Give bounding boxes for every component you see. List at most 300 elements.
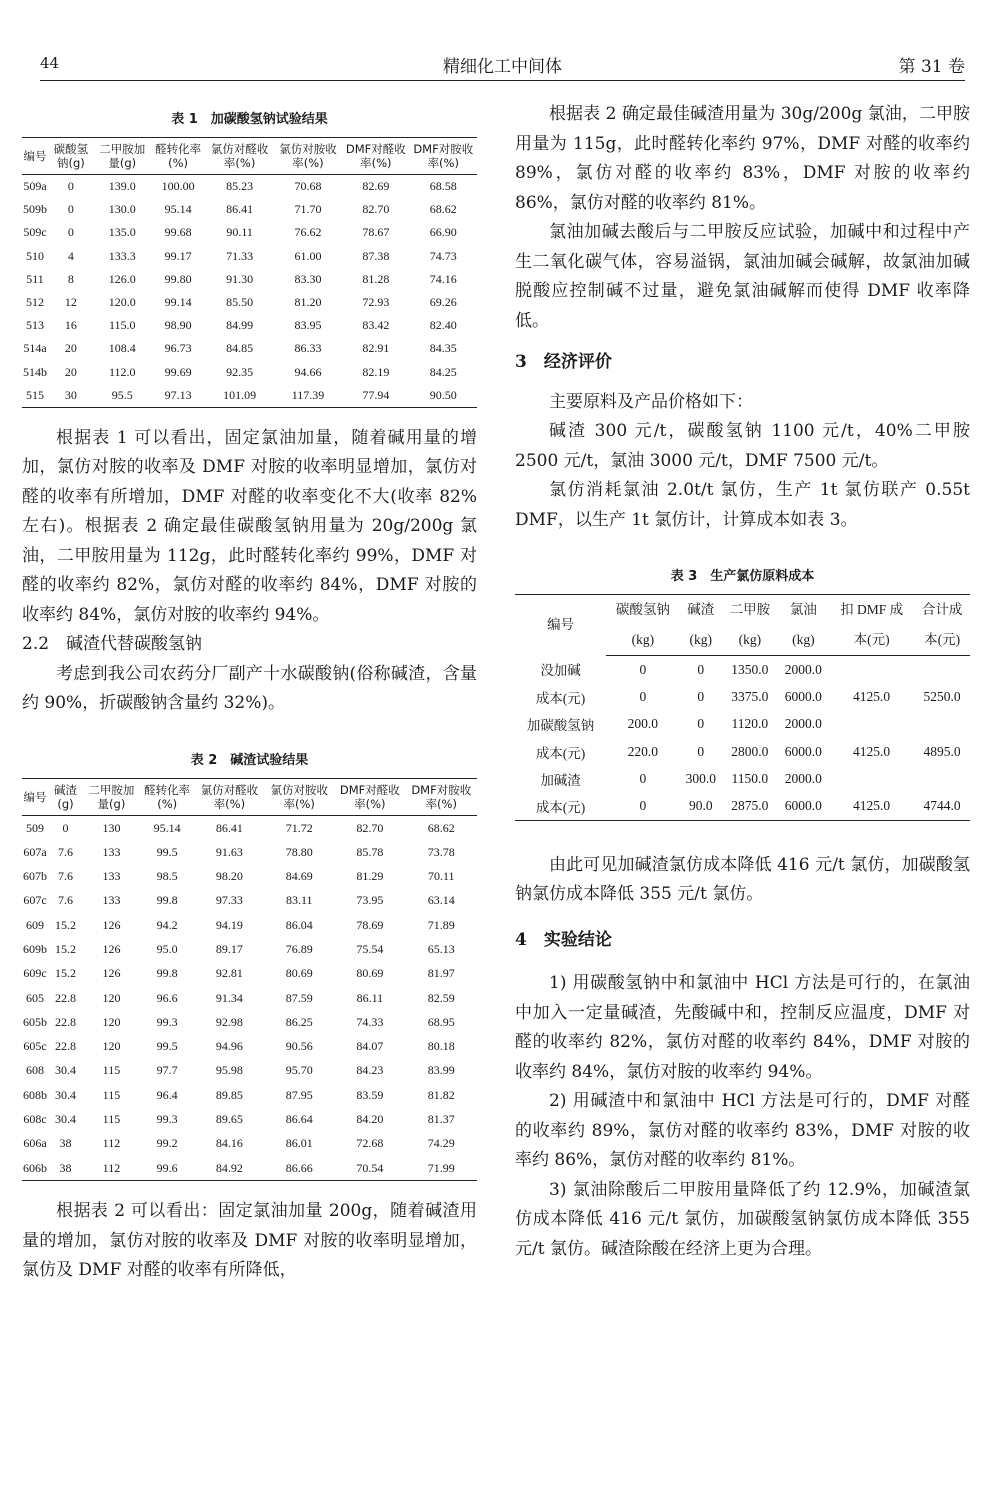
table-cell: 4 xyxy=(67,248,74,263)
column-header: 扣 DMF 成 xyxy=(829,595,914,626)
column-header: 醛转化率(%) xyxy=(140,778,195,815)
table-cell: 73.78 xyxy=(427,844,455,859)
table-row xyxy=(22,314,477,337)
table-cell: 139.0 xyxy=(108,179,136,194)
section-heading-3: 3 经济评价 xyxy=(515,352,612,372)
table-cell: 91.34 xyxy=(215,990,243,1005)
table-cell: 0 xyxy=(606,792,679,820)
table-cell: 112 xyxy=(102,1136,121,1151)
table-cell: 84.92 xyxy=(194,1156,264,1181)
table-cell: 513 xyxy=(26,318,44,333)
table-cell: 0 xyxy=(639,770,647,786)
table-cell: 96.6 xyxy=(156,990,178,1005)
table-cell: 607a xyxy=(23,844,47,859)
table-cell: 0 xyxy=(697,661,705,677)
journal-title: 精细化工中间体 xyxy=(443,57,562,77)
table-cell: 511 xyxy=(26,271,44,286)
table-cell: 83.59 xyxy=(356,1087,384,1102)
column-header: DMF对胺收率(%) xyxy=(406,778,477,815)
table-row xyxy=(22,268,477,291)
table-cell xyxy=(914,765,970,792)
conclusion-item: 3) 氯油除酸后二甲胺用量降低了约 12.9%，加碱渣氯仿成本降低 416 元/t 氯仿，加碳酸氢钠氯仿成本降低 355 元/t 氯仿。碱渣除酸在经济上更为合理。 xyxy=(515,1179,970,1259)
table-cell: 510 xyxy=(26,248,44,263)
table-cell: 120 xyxy=(102,990,121,1005)
table-cell: 98.20 xyxy=(215,869,243,884)
column-header: 本(元) xyxy=(914,625,970,656)
table-cell: 78.80 xyxy=(285,844,313,859)
table-cell: 0 xyxy=(639,688,647,704)
table-cell: 126 xyxy=(102,966,121,981)
table-cell: 74.16 xyxy=(429,271,457,286)
table-cell: 71.89 xyxy=(427,917,455,932)
table-cell: 200.0 xyxy=(627,716,659,732)
table-cell: 133.3 xyxy=(108,248,136,263)
column-header: 氯油 xyxy=(778,595,829,626)
table-cell: 115 xyxy=(102,1063,121,1078)
paragraph: 主要原料及产品价格如下： xyxy=(549,391,753,412)
table-cell: 70.11 xyxy=(427,869,455,884)
table-cell: 112.0 xyxy=(108,364,136,379)
column-header: (kg) xyxy=(778,625,829,656)
table-cell: 86.25 xyxy=(285,1014,313,1029)
table-cell: 117.39 xyxy=(274,384,342,408)
paragraph: 由此可见加碱渣氯仿成本降低 416 元/t 氯仿，加碳酸氢钠氯仿成本降低 355 元/t 氯仿。 xyxy=(515,854,970,905)
right-column xyxy=(515,100,970,1264)
table-row xyxy=(22,245,477,268)
table-cell: 605 xyxy=(26,990,44,1005)
table-row xyxy=(22,815,477,840)
table-cell: 92.98 xyxy=(215,1014,243,1029)
table-cell: 606a xyxy=(23,1136,47,1151)
table-cell: 86.41 xyxy=(215,820,243,835)
table-row xyxy=(515,683,970,710)
table-cell: 82.70 xyxy=(356,820,384,835)
table-cell: 96.73 xyxy=(164,341,192,356)
table-cell: 99.5 xyxy=(156,844,178,859)
table-cell: 99.6 xyxy=(140,1156,195,1181)
table-cell: 66.90 xyxy=(429,225,457,240)
table-cell: 95.14 xyxy=(164,202,192,217)
table-cell: 514b xyxy=(23,364,47,379)
column-header: (kg) xyxy=(606,625,679,656)
table-cell: 95.70 xyxy=(285,1063,313,1078)
table-cell: 83.30 xyxy=(294,271,322,286)
table-cell: 15.2 xyxy=(55,966,77,981)
table-cell: 89.17 xyxy=(215,942,243,956)
table-cell: 2000.0 xyxy=(784,716,822,732)
column-header: 合计成 xyxy=(914,595,970,626)
table-cell: 74.73 xyxy=(429,248,457,263)
column-header: 二甲胺 xyxy=(722,595,778,626)
table-cell: 86.64 xyxy=(285,1112,313,1127)
table-row xyxy=(22,986,477,1010)
table-cell: 4744.0 xyxy=(914,792,970,820)
table-cell: 91.63 xyxy=(215,844,243,859)
table-cell: 220.0 xyxy=(627,743,659,759)
column-header: 氯仿对醛收率(%) xyxy=(205,138,273,175)
table-cell: 608b xyxy=(23,1087,47,1102)
table-cell: 2000.0 xyxy=(784,770,822,786)
table-cell: 83.95 xyxy=(294,318,322,333)
paragraph: 考虑到我公司农药分厂副产十水碳酸钠(俗称碱渣，含量约 90%，折碳酸钠含量约 32%)。 xyxy=(22,663,477,714)
table-cell: 80.18 xyxy=(427,1039,455,1054)
table-cell: 99.5 xyxy=(156,1039,178,1054)
conclusion-item: 2) 用碱渣中和氯油中 HCl 方法是可行的，DMF 对醛的收率约 89%，氯仿对醛的收率约 83%，DMF 对胺的收率约 86%，氯仿对醛的收率约 81%。 xyxy=(515,1091,970,1171)
table-cell: 38 xyxy=(59,1136,72,1151)
column-header: (kg) xyxy=(680,625,722,656)
table-row xyxy=(22,1010,477,1034)
table-cell: 30.4 xyxy=(55,1112,77,1127)
table-cell: 加碱渣 xyxy=(540,772,581,788)
table-cell: 68.58 xyxy=(429,179,457,194)
table-cell: 71.99 xyxy=(406,1156,477,1181)
table-cell: 0 xyxy=(67,202,74,217)
table-cell: 126.0 xyxy=(108,271,136,286)
table-cell: 30 xyxy=(48,384,94,408)
table-cell: 84.20 xyxy=(356,1112,384,1127)
table-cell: 4125.0 xyxy=(853,688,891,704)
table-cell: 84.99 xyxy=(226,318,254,333)
table-cell: 120 xyxy=(102,1014,121,1029)
table-cell: 成本(元) xyxy=(515,792,606,820)
table-row xyxy=(22,864,477,888)
table-cell: 108.4 xyxy=(108,341,136,356)
table-row xyxy=(22,1156,477,1181)
column-header: DMF对醛收率(%) xyxy=(334,778,405,815)
table-cell: 130 xyxy=(102,820,121,835)
table-cell: 94.66 xyxy=(294,364,322,379)
table-cell: 72.93 xyxy=(362,295,390,310)
table-cell: 76.89 xyxy=(285,942,313,956)
table-cell: 607b xyxy=(23,869,47,884)
table-row xyxy=(22,913,477,937)
table-cell: 84.25 xyxy=(429,364,457,379)
table-cell: 99.69 xyxy=(164,364,192,379)
table-cell: 97.33 xyxy=(215,893,243,908)
table-cell: 81.20 xyxy=(294,295,322,310)
table-cell: 97.13 xyxy=(151,384,206,408)
table-cell: 84.16 xyxy=(215,1136,243,1151)
table-cell: 84.23 xyxy=(356,1063,384,1078)
paragraph: 氯仿消耗氯油 2.0t/t 氯仿，生产 1t 氯仿联产 0.55t DMF，以生产 1t 氯仿计，计算成本如表 3。 xyxy=(515,480,970,530)
table-cell: 112 xyxy=(83,1156,140,1181)
table-row xyxy=(22,962,477,986)
table-cell: 99.68 xyxy=(164,225,192,240)
table-cell: 91.30 xyxy=(226,271,254,286)
table-cell: 126 xyxy=(102,917,121,932)
table-cell: 6000.0 xyxy=(784,688,822,704)
column-header: 碱渣(g) xyxy=(48,778,83,815)
table-cell: 22.8 xyxy=(55,990,77,1005)
table-row xyxy=(22,840,477,864)
table-cell: 86.33 xyxy=(294,341,322,356)
table-row xyxy=(22,889,477,913)
column-header: 编号 xyxy=(22,778,48,815)
table-cell: 4895.0 xyxy=(923,743,961,759)
table-cell: 86.11 xyxy=(356,990,384,1005)
table-cell: 30.4 xyxy=(55,1087,77,1102)
table-row xyxy=(22,221,477,244)
table1-caption: 表 1 加碳酸氢钠试验结果 xyxy=(171,112,328,127)
table-cell: 115.0 xyxy=(108,318,136,333)
table-cell: 97.7 xyxy=(156,1063,178,1078)
table-cell: 130.0 xyxy=(108,202,136,217)
table-cell: 87.38 xyxy=(362,248,390,263)
table-cell: 509a xyxy=(23,179,47,194)
table-cell: 95.0 xyxy=(156,942,178,956)
column-header: 碳酸氢钠(g) xyxy=(48,138,94,175)
table-cell: 76.62 xyxy=(294,225,322,240)
table-cell: 74.33 xyxy=(356,1014,384,1029)
table-cell: 7.6 xyxy=(58,869,74,884)
table-cell: 4125.0 xyxy=(829,792,914,820)
table-cell: 90.0 xyxy=(680,792,722,820)
table-cell: 70.68 xyxy=(294,179,322,194)
table-row xyxy=(22,291,477,314)
table-cell: 84.35 xyxy=(429,341,457,356)
table-cell: 6000.0 xyxy=(778,792,829,820)
table-cell: 20 xyxy=(64,364,77,379)
table-cell: 0 xyxy=(697,743,705,759)
table-cell: 82.91 xyxy=(362,341,390,356)
table-cell: 94.19 xyxy=(215,917,243,932)
table-cell: 80.69 xyxy=(356,966,384,981)
column-header: 本(元) xyxy=(829,625,914,656)
table-cell: 22.8 xyxy=(55,1039,77,1054)
table-cell: 38 xyxy=(48,1156,83,1181)
table-row xyxy=(515,738,970,765)
table-cell: 98.90 xyxy=(164,318,192,333)
table-cell: 71.33 xyxy=(226,248,254,263)
table-cell: 成本(元) xyxy=(535,690,586,706)
table-cell: 99.8 xyxy=(156,966,178,981)
column-header: 醛转化率(%) xyxy=(151,138,206,175)
table-cell: 609b xyxy=(23,942,47,956)
table-row xyxy=(22,1132,477,1156)
conclusion-item: 1) 用碳酸氢钠中和氯油中 HCl 方法是可行的，在氯油中加入一定量碱渣，先酸碱中和，控制反应温度，DMF 对醛的收率约 82%，氯仿对醛的收率约 84%，DMF 对胺的收率约 84%，氯仿对胺的收率约 94%。 xyxy=(515,973,970,1082)
table-cell: 87.59 xyxy=(285,990,313,1005)
table-row xyxy=(22,384,477,408)
table-cell: 75.54 xyxy=(356,942,384,956)
table-cell: 92.81 xyxy=(215,966,243,981)
column-header: 碱渣 xyxy=(680,595,722,626)
table-cell: 609c xyxy=(23,966,47,981)
table-cell: 300.0 xyxy=(685,770,716,786)
table-cell: 115 xyxy=(102,1112,121,1127)
table-cell: 15.2 xyxy=(55,942,77,956)
table-cell: 126 xyxy=(102,942,121,956)
table-cell: 82.70 xyxy=(362,202,390,217)
table-row xyxy=(22,1107,477,1131)
table-cell: 68.62 xyxy=(427,820,455,835)
table-cell: 99.8 xyxy=(156,893,178,908)
table-cell: 85.50 xyxy=(226,295,254,310)
table-cell: 86.66 xyxy=(264,1156,334,1181)
table-cell: 72.68 xyxy=(356,1136,384,1151)
column-header: DMF对胺收率(%) xyxy=(410,138,477,175)
table-cell: 7.6 xyxy=(58,844,74,859)
table-cell: 100.00 xyxy=(161,179,195,194)
table-cell: 3375.0 xyxy=(731,688,769,704)
column-header: 氯仿对胺收率(%) xyxy=(274,138,342,175)
table-row xyxy=(515,656,970,684)
table-cell: 605c xyxy=(23,1039,47,1054)
table-row xyxy=(515,792,970,820)
table-cell: 99.14 xyxy=(164,295,192,310)
table-cell: 101.09 xyxy=(205,384,273,408)
table-cell: 99.3 xyxy=(156,1112,178,1127)
table-cell: 89.65 xyxy=(215,1112,243,1127)
table-cell: 2800.0 xyxy=(731,743,769,759)
table-cell: 16 xyxy=(64,318,77,333)
table-cell: 83.42 xyxy=(362,318,390,333)
table-cell: 成本(元) xyxy=(535,745,586,761)
table-cell: 0 xyxy=(67,225,74,240)
table-cell: 90.50 xyxy=(410,384,477,408)
table-cell: 5250.0 xyxy=(923,688,961,704)
table2-caption: 表 2 碱渣试验结果 xyxy=(190,752,309,768)
table-cell: 0 xyxy=(62,820,69,835)
paragraph: 氯油加碱去酸后与二甲胺反应试验，加碱中和过程中产生二氧化碳气体，容易溢锅，氯油加碱会碱解，故氯油加碱脱酸应控制碱不过量，避免氯油碱解而使得 DMF 收率降低。 xyxy=(515,222,970,331)
table-cell: 92.35 xyxy=(226,364,254,379)
table-cell: 99.3 xyxy=(156,1014,178,1029)
table-cell: 135.0 xyxy=(108,225,136,240)
table-cell: 68.95 xyxy=(427,1014,455,1029)
column-header: 二甲胺加量(g) xyxy=(94,138,151,175)
table-cell: 0 xyxy=(697,688,705,704)
table-cell: 99.2 xyxy=(156,1136,178,1151)
table-cell: 81.28 xyxy=(362,271,390,286)
paragraph: 根据表 1 可以看出，固定氯油加量，随着碱用量的增加，氯仿对胺的收率及 DMF 对胺的收率明显增加，氯仿对醛的收率有所增加，DMF 对醛的收率变化不大(收率 82%左右)。根据表 2 确定最佳碳酸氢钠用量为 20g/200g 氯油，二甲胺用量为 112g，此时醛转化率约 99%，DMF 对醛的收率约 82%，氯仿对醛的收率约 84%，DMF 对胺的收率约 84%，氯仿对胺的收率约 94%。 xyxy=(22,427,477,625)
table-cell: 86.41 xyxy=(226,202,254,217)
table-cell: 81.37 xyxy=(427,1112,455,1127)
table-cell: 77.94 xyxy=(342,384,409,408)
table-cell: 63.14 xyxy=(427,893,455,908)
table-cell: 86.01 xyxy=(285,1136,313,1151)
table-cell: 70.54 xyxy=(334,1156,405,1181)
table-cell: 1350.0 xyxy=(731,661,769,677)
table-cell: 84.85 xyxy=(226,341,254,356)
table-cell xyxy=(914,656,970,684)
table-cell: 85.78 xyxy=(356,844,384,859)
table-cell: 95.5 xyxy=(94,384,151,408)
table-cell: 83.99 xyxy=(427,1063,455,1078)
table-cell: 82.69 xyxy=(362,179,390,194)
table-cell: 12 xyxy=(64,295,77,310)
table-cell: 71.70 xyxy=(294,202,322,217)
table-cell: 4125.0 xyxy=(853,743,891,759)
table-cell: 84.69 xyxy=(285,869,313,884)
table-cell: 81.97 xyxy=(427,966,455,981)
section-heading-2-2: 2.2 碱渣代替碳酸氢钠 xyxy=(22,634,203,655)
page-number: 44 xyxy=(40,54,60,72)
table-cell: 94.2 xyxy=(156,917,178,932)
table-cell: 1120.0 xyxy=(731,716,769,732)
table-cell: 71.72 xyxy=(285,820,313,835)
table-row xyxy=(22,175,477,199)
table-cell: 7.6 xyxy=(58,893,74,908)
table3 xyxy=(515,594,970,821)
column-header: 氯仿对胺收率(%) xyxy=(264,778,334,815)
table-cell: 84.07 xyxy=(356,1039,384,1054)
table-cell: 78.69 xyxy=(356,917,384,932)
table-cell: 608c xyxy=(23,1112,47,1127)
table-cell: 608 xyxy=(26,1063,44,1078)
table2 xyxy=(22,778,477,1181)
table-cell: 95.14 xyxy=(153,820,181,835)
table-cell: 2875.0 xyxy=(722,792,778,820)
table-cell: 120.0 xyxy=(108,295,136,310)
table-cell: 509 xyxy=(26,820,44,835)
table-cell: 96.4 xyxy=(156,1087,178,1102)
table-cell: 82.59 xyxy=(427,990,455,1005)
table-cell: 99.17 xyxy=(164,248,192,263)
table-cell: 74.29 xyxy=(427,1136,455,1151)
column-header: 碳酸氢钠 xyxy=(606,595,679,626)
table1 xyxy=(22,137,477,408)
table-row xyxy=(22,361,477,384)
table-cell: 509b xyxy=(23,202,47,217)
table-cell: 68.62 xyxy=(429,202,457,217)
table-cell: 606b xyxy=(22,1156,48,1181)
column-header: 编号 xyxy=(22,138,48,175)
volume-label: 第 31 卷 xyxy=(898,57,965,77)
table-cell: 98.5 xyxy=(156,869,178,884)
table-cell: 82.19 xyxy=(362,364,390,379)
table-cell: 86.04 xyxy=(285,917,313,932)
table-cell: 115 xyxy=(102,1087,121,1102)
table-cell: 0 xyxy=(67,179,74,194)
table-cell: 8 xyxy=(67,271,74,286)
table-cell: 15.2 xyxy=(55,917,77,932)
left-column xyxy=(22,100,477,1286)
table-cell: 607c xyxy=(23,893,47,908)
table-cell: 133 xyxy=(102,893,121,908)
table-cell: 20 xyxy=(64,341,77,356)
table-row xyxy=(22,198,477,221)
table-row xyxy=(22,937,477,961)
table-cell xyxy=(829,765,914,792)
column-header: (kg) xyxy=(722,625,778,656)
table-cell: 69.26 xyxy=(429,295,457,310)
table-cell xyxy=(914,711,970,738)
table-row xyxy=(515,765,970,792)
table-cell: 90.56 xyxy=(285,1039,313,1054)
section-heading-4: 4 实验结论 xyxy=(515,929,612,950)
table-cell: 2000.0 xyxy=(784,661,822,677)
table-cell: 509c xyxy=(23,225,47,240)
table-cell: 0 xyxy=(697,716,705,732)
column-header: 编号 xyxy=(515,595,606,656)
column-header: 氯仿对醛收率(%) xyxy=(194,778,264,815)
table-cell: 133 xyxy=(102,844,121,859)
page-header xyxy=(40,52,965,81)
table-row xyxy=(515,711,970,738)
table-cell: 514a xyxy=(23,341,47,356)
table3-caption: 表 3 生产氯仿原料成本 xyxy=(670,569,815,584)
table-cell: 83.11 xyxy=(285,893,313,908)
table-cell: 61.00 xyxy=(294,248,322,263)
table-cell: 73.95 xyxy=(356,893,384,908)
table-cell: 81.29 xyxy=(356,869,384,884)
paragraph: 根据表 2 确定最佳碱渣用量为 30g/200g 氯油，二甲胺用量为 115g，此时醛转化率约 97%，DMF 对醛的收率约 89%，氯仿对醛的收率约 83%，DMF 对胺的收率约 86%，氯仿对醛的收率约 81%。 xyxy=(515,104,970,213)
table-cell: 78.67 xyxy=(362,225,390,240)
table-cell: 515 xyxy=(22,384,48,408)
table-row xyxy=(22,1059,477,1083)
column-header: 二甲胺加量(g) xyxy=(83,778,140,815)
table-cell: 82.40 xyxy=(429,318,457,333)
paragraph: 碱渣 300 元/t，碳酸氢钠 1100 元/t，40%二甲胺 2500 元/t，氯油 3000 元/t，DMF 7500 元/t。 xyxy=(515,421,970,471)
